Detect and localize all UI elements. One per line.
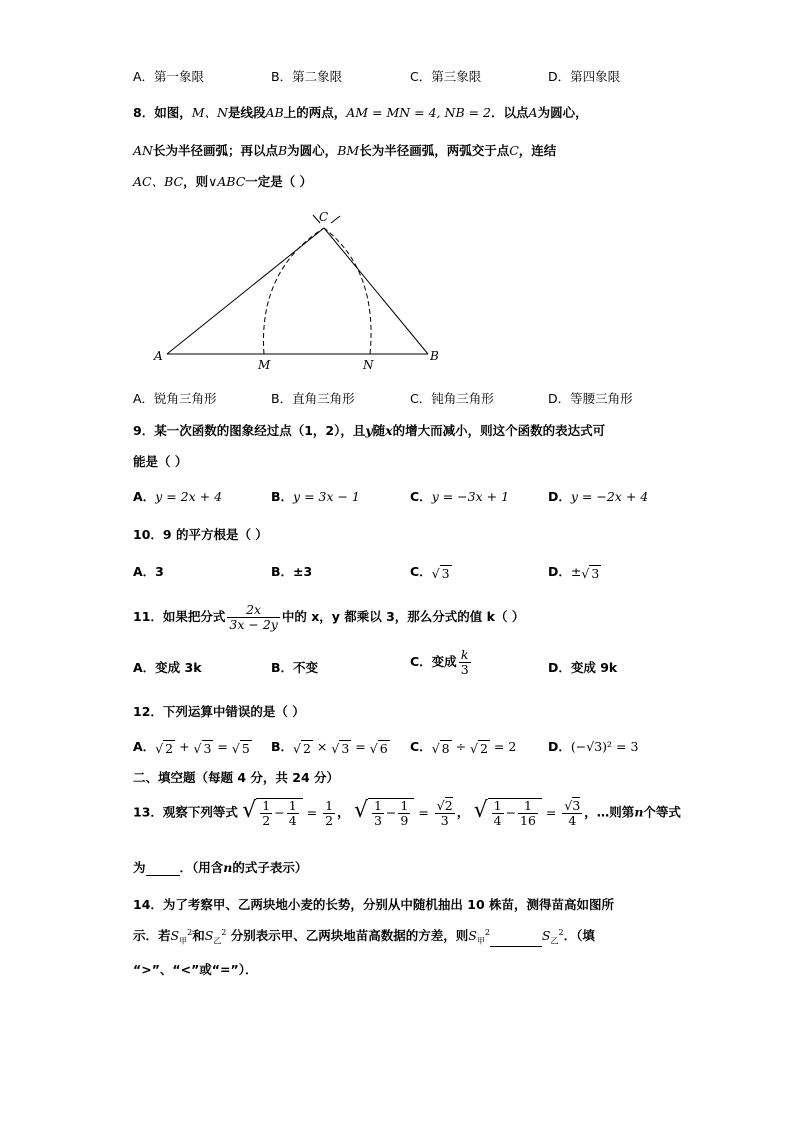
q13-equation-2: √ $\frac{1}{3}$ − $\frac{1}{9}$ = $\frac{√2}{3}$ <box>353 798 453 828</box>
arc-from-b <box>324 228 371 354</box>
q12-option-c: C．√ 8 ÷ √ 2 = 2 <box>410 739 517 756</box>
sqrt-expression: √ 2 <box>293 740 311 756</box>
q14-line-2: 示．若$S_甲^2$和$S_乙^2$ 分别表示甲、乙两块地苗高数据的方差，则$S_甲^2$ $S_乙^2$．（填 <box>133 927 595 946</box>
q11-option-c: C．变成 $\frac{k}{3}$ <box>410 647 469 677</box>
q8-option-d: D．等腰三角形 <box>548 391 633 406</box>
q10-option-b: B．±3 <box>271 564 313 579</box>
q9-line-2: 能是（ ） <box>133 454 188 469</box>
q7-option-d: D．第四象限 <box>548 69 621 84</box>
q8-options <box>133 389 673 411</box>
q13-answer-blank[interactable] <box>146 860 180 876</box>
q8-triangle-figure <box>0 0 794 380</box>
sqrt-expression: √ 3 <box>581 565 600 581</box>
q14-line-3: “>”、“<”或“=”）． <box>133 962 258 977</box>
q11-stem: 11．如果把分式 $\frac{2x}{3x - 2y}$ 中的 x，y 都乘以 3，那么分式的值 k（ ） <box>133 602 525 632</box>
label-a: A <box>154 349 163 363</box>
q11-option-d: D．变成 9k <box>548 660 618 675</box>
q9-option-b: B．y = 3x − 1 <box>271 489 360 504</box>
q8-option-a: A．锐角三角形 <box>133 391 217 406</box>
arc-tick-right <box>331 216 340 223</box>
q12-option-b: B．√ 2 × √ 3 = √ 6 <box>271 739 388 756</box>
fraction-2x-over-3x-2y: $\frac{2x}{3x - 2y}$ <box>229 602 278 632</box>
q12-options <box>133 737 673 759</box>
q12-option-d: D．(−√3)² = 3 <box>548 739 639 754</box>
q13-line-2: 为 ．（用含n的式子表示） <box>133 860 308 875</box>
q13-equation-3: √ $\frac{1}{4}$ − $\frac{1}{16}$ = $\frac{√3}{4}$ <box>473 798 581 828</box>
label-n: N <box>363 358 374 372</box>
q11-options <box>133 647 673 680</box>
q8-line-1: 8．如图，M、N是线段AB上的两点，AM = MN = 4, NB = 2．以点A为圆心， <box>133 105 588 120</box>
q9-line-1: 9．某一次函数的图象经过点（1，2），且y随x的增大而减小，则这个函数的表达式可 <box>133 423 606 438</box>
segment-ac <box>167 228 324 354</box>
sqrt-expression: √ 3 <box>331 740 350 756</box>
q12-option-a: A．√ 2 + √ 3 = √ 5 <box>133 739 250 756</box>
q11-option-b: B．不变 <box>271 660 319 675</box>
q13-line-1: 13．观察下列等式 √ $\frac{1}{2}$ − $\frac{1}{4}$ = $\frac{1}{2}$ ， √ $\frac{1}{3}$ − $\frac{1}{9}$ = $\frac{√2}{3}$ ， √ $\frac{1}{4}$ − $\frac{1}{16}$ = $\frac{√3}{4}$ ，…则第n个等式 <box>133 798 681 828</box>
q8-line-2: AN长为半径画弧；再以点B为圆心，BM长为半径画弧，两弧交于点C，连结 <box>133 143 557 158</box>
q14-line-1: 14．为了考察甲、乙两块地小麦的长势，分别从中随机抽出 10 株苗，测得苗高如图所 <box>133 897 614 912</box>
q10-option-a: A．3 <box>133 564 164 579</box>
sqrt-expression: √ 8 <box>431 740 450 756</box>
label-c: C <box>319 210 329 224</box>
q12-stem: 12．下列运算中错误的是（ ） <box>133 704 305 719</box>
q14-answer-blank[interactable] <box>490 931 542 947</box>
segment-bc <box>324 228 428 354</box>
q7-option-c: C．第三象限 <box>410 69 482 84</box>
sqrt-expression: √ 6 <box>369 740 388 756</box>
sqrt-expression: √ 2 <box>470 740 488 756</box>
sqrt-expression: √ 3 <box>193 740 212 756</box>
fraction-k-over-3: $\frac{k}{3}$ <box>460 647 469 677</box>
q8-option-c: C．钝角三角形 <box>410 391 494 406</box>
section-fill-in-heading: 二、填空题（每题 4 分，共 24 分） <box>133 770 340 785</box>
label-m: M <box>258 358 271 372</box>
arc-from-a <box>264 228 325 354</box>
q9-option-a: A．y = 2x + 4 <box>133 489 223 504</box>
q9-options <box>133 487 673 509</box>
q11-option-a: A．变成 3k <box>133 660 202 675</box>
sqrt-expression: √ 3 <box>431 565 450 581</box>
q10-option-d: D．±√ 3 <box>548 564 600 581</box>
q13-equation-1: √ $\frac{1}{2}$ − $\frac{1}{4}$ = $\frac{1}{2}$ <box>242 798 334 828</box>
sqrt-expression: √ 5 <box>231 740 250 756</box>
q10-option-c: C．√ 3 <box>410 564 450 581</box>
q9-option-c: C．y = −3x + 1 <box>410 489 510 504</box>
q9-option-d: D．y = −2x + 4 <box>548 489 649 504</box>
q8-line-3: AC、BC，则∨ABC一定是（ ） <box>133 174 313 189</box>
q8-option-b: B．直角三角形 <box>271 391 355 406</box>
label-b: B <box>430 349 439 363</box>
q7-option-a: A．第一象限 <box>133 69 205 84</box>
sqrt-expression: √ 2 <box>155 740 174 756</box>
q10-stem: 10．9 的平方根是（ ） <box>133 527 268 542</box>
q7-option-b: B．第二象限 <box>271 69 343 84</box>
q10-options <box>133 562 673 584</box>
